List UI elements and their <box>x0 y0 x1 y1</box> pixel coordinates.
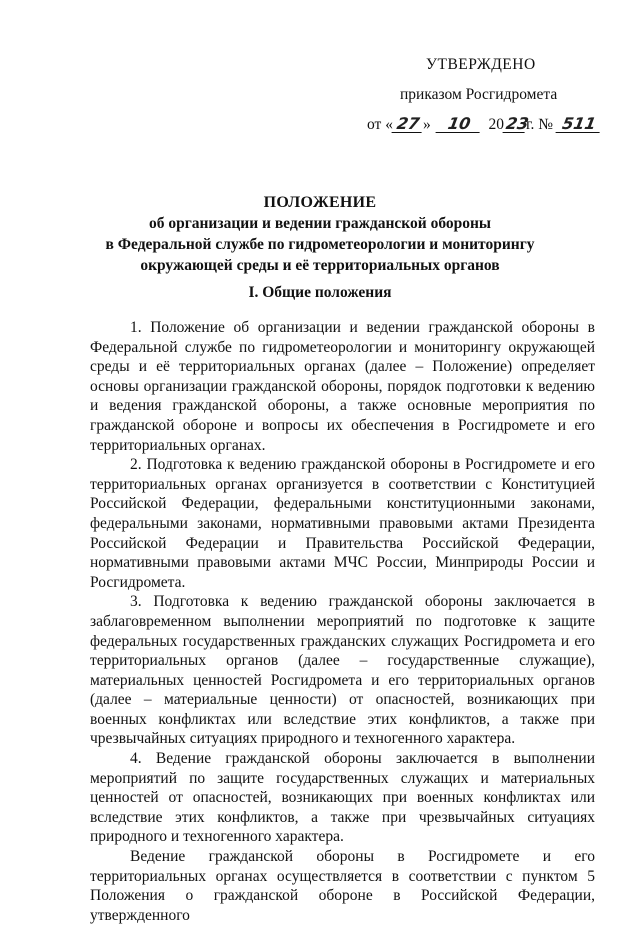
title-main: ПОЛОЖЕНИЕ <box>263 194 377 211</box>
order-month-handwritten: 10 <box>435 116 482 133</box>
paragraph-2: 2. Подготовка к ведению гражданской обороны в Росгидромете и его территориальных органах организуется в соответствии с Конституцией Российской Федерации, федеральными конституционными законами, федеральными законами, нормативными правовыми актами Президента Российской Федерации и Правительства Российской Федерации, нормативными правовыми актами МЧС России, Минприроды России и Росгидромета. <box>90 456 595 591</box>
paragraph-4: 4. Ведение гражданской обороны заключается в выполнении мероприятий по защите государственных служащих и материальных ценностей от опасностей, возникающих при военных конфликтах или вследствие этих конфликтов, а также при чрезвычайных ситуациях природного и техногенного характера. <box>90 750 595 846</box>
date-prefix: от « <box>367 116 393 133</box>
title-line-2: в Федеральной службе по гидрометеорологии и мониторингу <box>105 236 535 253</box>
order-year-handwritten: 23 <box>504 114 531 133</box>
paragraph-5: Ведение гражданской обороны в Росгидромете и его территориальных органах осуществляется в соответствии с пунктом 5 Положения о гражданской обороне в Российской Федерации, утвержденного <box>90 848 595 924</box>
order-date-line <box>367 116 601 134</box>
date-quote-close: » <box>422 116 431 133</box>
order-day-handwritten: 27 <box>391 116 424 133</box>
year-prefix: 20 <box>488 116 504 133</box>
document-title <box>0 192 640 276</box>
section-heading: I. Общие положения <box>248 284 392 301</box>
title-line-1: об организации и ведении гражданской обороны <box>148 215 492 232</box>
order-number-handwritten: 511 <box>556 116 603 133</box>
approved-label: УТВЕРЖДЕНО <box>426 56 536 73</box>
paragraph-3: 3. Подготовка к ведению гражданской обороны заключается в заблаговременном выполнении мероприятий по подготовке к защите федеральных государственных гражданских служащих Росгидромета и его территориальных органов (далее – государственные служащие), материальных ценностей Росгидромета и его территориальных органов (далее – материальные ценности) от опасностей, возникающих при военных конфликтах или вследствие этих конфликтов, а также при чрезвычайных ситуациях природного и техногенного характера. <box>90 593 595 748</box>
title-line-3: окружающей среды и её территориальных органов <box>140 257 500 274</box>
paragraph-1: 1. Положение об организации и ведении гражданской обороны в Федеральной службе по гидрометеорологии и мониторингу окружающей среды и её территориальных органах (далее – Положение) определяет основы организации гражданской обороны, порядок подготовки к ведению и ведения гражданской обороны, а также основные мероприятия по гражданской обороне и вопросы их обеспечения в Росгидромете и его территориальных органах. <box>90 319 595 454</box>
number-prefix: г. № <box>525 116 554 133</box>
order-by-label: приказом Росгидромета <box>400 86 558 103</box>
document-body <box>90 318 595 925</box>
